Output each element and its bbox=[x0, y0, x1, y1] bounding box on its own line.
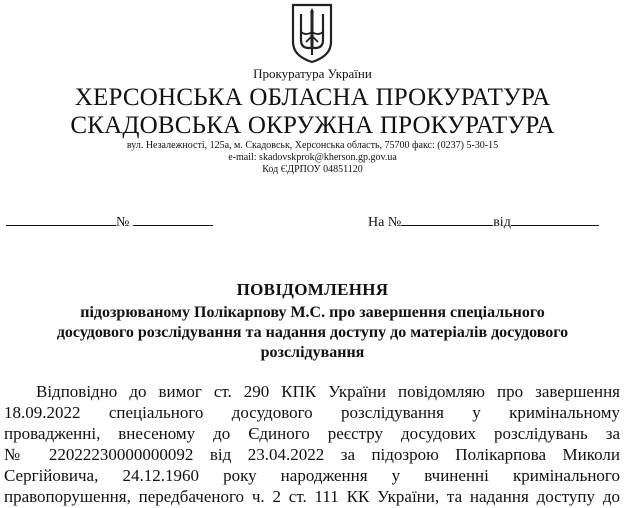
body-text-line: провадженні, внесеному до Єдиного реєстру досудових розслідувань за bbox=[4, 424, 620, 443]
notice-title: ПОВІДОМЛЕННЯ bbox=[236, 280, 389, 299]
edrpou-line: Код ЄДРПОУ 04851120 bbox=[262, 164, 363, 175]
outgoing-number-field bbox=[6, 213, 213, 231]
outgoing-date-blank bbox=[6, 213, 116, 226]
district-prosecutor-title: СКАДОВСЬКА ОКРУЖНА ПРОКУРАТУРА bbox=[70, 112, 555, 139]
regional-prosecutor-title: ХЕРСОНСЬКА ОБЛАСНА ПРОКУРАТУРА bbox=[74, 84, 551, 111]
body-text-line: правопорушення, передбаченого ч. 2 ст. 111 КК України, та надання доступу до bbox=[4, 487, 620, 506]
body-text-line: 18.09.2022 спеціального досудового розслідування у кримінальному bbox=[4, 403, 620, 422]
date-label: від bbox=[493, 215, 511, 230]
agency-name: Прокуратура України bbox=[253, 66, 372, 81]
address-line: вул. Незалежності, 125а, м. Скадовськ, Херсонська область, 75700 факс: (0237) 5-30-15 bbox=[126, 140, 499, 151]
incoming-number-blank bbox=[401, 213, 493, 226]
body-text-line: Відповідно до вимог ст. 290 КПК України повідомляю про завершення bbox=[36, 382, 620, 401]
in-reply-label: На № bbox=[368, 215, 402, 230]
incoming-number-field bbox=[368, 213, 599, 231]
body-text-line: № 22022230000000092 від 23.04.2022 за підозрою Полікарпова Миколи bbox=[4, 445, 620, 464]
incoming-date-blank bbox=[511, 213, 599, 226]
outgoing-number-blank bbox=[133, 213, 213, 226]
notice-subtitle-line3: розслідування bbox=[260, 344, 365, 361]
email-line: e-mail: skadovskprok@kherson.gp.gov.ua bbox=[228, 152, 397, 163]
body-text-line: Сергійовича, 24.12.1960 року народження у вчиненні кримінального bbox=[4, 466, 620, 485]
notice-subtitle-line1: підозрюваному Полікарпову М.С. про завершення спеціального bbox=[80, 304, 545, 321]
notice-subtitle-line2: досудового розслідування та надання доступу до матеріалів досудового bbox=[56, 324, 569, 341]
coat-of-arms-icon bbox=[290, 2, 334, 64]
number-label: № bbox=[116, 215, 130, 230]
